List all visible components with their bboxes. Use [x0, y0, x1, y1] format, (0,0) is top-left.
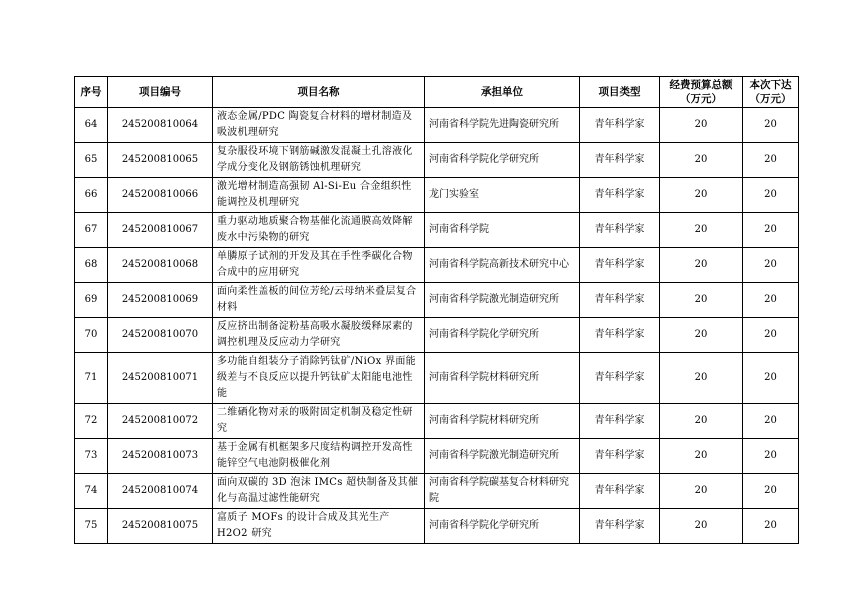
table-row — [75, 474, 799, 509]
table-row — [75, 509, 799, 544]
row-unit: 河南省科学院化学研究所 — [425, 509, 580, 544]
row-issued: 20 — [743, 108, 799, 143]
row-index: 72 — [75, 404, 108, 439]
row-code: 245200810075 — [108, 509, 213, 544]
row-budget: 20 — [660, 178, 743, 213]
row-type: 青年科学家 — [580, 439, 660, 474]
table-header-row — [75, 77, 799, 108]
row-code: 245200810074 — [108, 474, 213, 509]
row-project-name: 富质子 MOFs 的设计合成及其光生产 H2O2 研究 — [213, 509, 425, 544]
row-project-name: 面向双碳的 3D 泡沫 IMCs 超快制备及其催化与高温过滤性能研究 — [213, 474, 425, 509]
table-row — [75, 439, 799, 474]
row-issued: 20 — [743, 353, 799, 404]
row-type: 青年科学家 — [580, 143, 660, 178]
table-row — [75, 178, 799, 213]
row-index: 69 — [75, 283, 108, 318]
row-index: 66 — [75, 178, 108, 213]
header-unit: 承担单位 — [425, 77, 580, 108]
row-type: 青年科学家 — [580, 213, 660, 248]
row-budget: 20 — [660, 509, 743, 544]
row-unit: 河南省科学院激光制造研究所 — [425, 283, 580, 318]
row-code: 245200810067 — [108, 213, 213, 248]
row-index: 73 — [75, 439, 108, 474]
header-issued: 本次下达（万元） — [743, 77, 799, 108]
table-row — [75, 404, 799, 439]
row-budget: 20 — [660, 439, 743, 474]
row-unit: 龙门实验室 — [425, 178, 580, 213]
row-unit: 河南省科学院 — [425, 213, 580, 248]
row-code: 245200810072 — [108, 404, 213, 439]
header-code: 项目编号 — [108, 77, 213, 108]
row-type: 青年科学家 — [580, 108, 660, 143]
row-issued: 20 — [743, 474, 799, 509]
row-type: 青年科学家 — [580, 318, 660, 353]
row-code: 245200810065 — [108, 143, 213, 178]
row-index: 70 — [75, 318, 108, 353]
row-unit: 河南省科学院材料研究所 — [425, 404, 580, 439]
row-code: 245200810066 — [108, 178, 213, 213]
row-type: 青年科学家 — [580, 353, 660, 404]
row-project-name: 重力驱动地质聚合物基催化流通膜高效降解废水中污染物的研究 — [213, 213, 425, 248]
row-type: 青年科学家 — [580, 178, 660, 213]
row-budget: 20 — [660, 108, 743, 143]
row-code: 245200810073 — [108, 439, 213, 474]
table-row — [75, 283, 799, 318]
row-project-name: 反应挤出制备淀粉基高吸水凝胶缓释尿素的调控机理及反应动力学研究 — [213, 318, 425, 353]
row-issued: 20 — [743, 248, 799, 283]
row-budget: 20 — [660, 404, 743, 439]
table-row — [75, 318, 799, 353]
row-issued: 20 — [743, 404, 799, 439]
row-type: 青年科学家 — [580, 283, 660, 318]
table-row — [75, 108, 799, 143]
row-code: 245200810068 — [108, 248, 213, 283]
row-type: 青年科学家 — [580, 509, 660, 544]
row-project-name: 基于金属有机框架多尺度结构调控开发高性能锌空气电池阴极催化剂 — [213, 439, 425, 474]
header-type: 项目类型 — [580, 77, 660, 108]
row-index: 71 — [75, 353, 108, 404]
table-row — [75, 213, 799, 248]
row-budget: 20 — [660, 143, 743, 178]
row-project-name: 激光增材制造高强韧 Al-Si-Eu 合金组织性能调控及机理研究 — [213, 178, 425, 213]
row-issued: 20 — [743, 439, 799, 474]
row-type: 青年科学家 — [580, 404, 660, 439]
row-budget: 20 — [660, 213, 743, 248]
row-issued: 20 — [743, 283, 799, 318]
row-issued: 20 — [743, 509, 799, 544]
project-table — [74, 76, 799, 544]
row-type: 青年科学家 — [580, 248, 660, 283]
row-budget: 20 — [660, 318, 743, 353]
row-index: 65 — [75, 143, 108, 178]
header-budget: 经费预算总额（万元） — [660, 77, 743, 108]
row-budget: 20 — [660, 474, 743, 509]
row-unit: 河南省科学院高新技术研究中心 — [425, 248, 580, 283]
row-type: 青年科学家 — [580, 474, 660, 509]
row-budget: 20 — [660, 353, 743, 404]
row-unit: 河南省科学院激光制造研究所 — [425, 439, 580, 474]
row-issued: 20 — [743, 143, 799, 178]
row-index: 64 — [75, 108, 108, 143]
row-code: 245200810070 — [108, 318, 213, 353]
row-code: 245200810071 — [108, 353, 213, 404]
row-unit: 河南省科学院碳基复合材料研究院 — [425, 474, 580, 509]
row-index: 74 — [75, 474, 108, 509]
table-row — [75, 248, 799, 283]
row-budget: 20 — [660, 283, 743, 318]
row-code: 245200810069 — [108, 283, 213, 318]
row-index: 68 — [75, 248, 108, 283]
header-name: 项目名称 — [213, 77, 425, 108]
row-issued: 20 — [743, 213, 799, 248]
row-unit: 河南省科学院先进陶瓷研究所 — [425, 108, 580, 143]
row-index: 75 — [75, 509, 108, 544]
row-unit: 河南省科学院材料研究所 — [425, 353, 580, 404]
row-project-name: 面向柔性盖板的间位芳纶/云母纳米叠层复合材料 — [213, 283, 425, 318]
header-index: 序号 — [75, 77, 108, 108]
row-project-name: 复杂服役环境下钢筋碱激发混凝土孔溶液化学成分变化及钢筋锈蚀机理研究 — [213, 143, 425, 178]
row-project-name: 单膦原子试剂的开发及其在手性季碳化合物合成中的应用研究 — [213, 248, 425, 283]
row-issued: 20 — [743, 318, 799, 353]
row-index: 67 — [75, 213, 108, 248]
table-row — [75, 353, 799, 404]
row-budget: 20 — [660, 248, 743, 283]
row-issued: 20 — [743, 178, 799, 213]
row-unit: 河南省科学院化学研究所 — [425, 318, 580, 353]
row-unit: 河南省科学院化学研究所 — [425, 143, 580, 178]
row-code: 245200810064 — [108, 108, 213, 143]
row-project-name: 液态金属/PDC 陶瓷复合材料的增材制造及吸波机理研究 — [213, 108, 425, 143]
row-project-name: 二维硒化物对汞的吸附固定机制及稳定性研究 — [213, 404, 425, 439]
table-row — [75, 143, 799, 178]
row-project-name: 多功能自组装分子消除钙钛矿/NiOx 界面能级差与不良反应以提升钙钛矿太阳能电池性能 — [213, 353, 425, 404]
